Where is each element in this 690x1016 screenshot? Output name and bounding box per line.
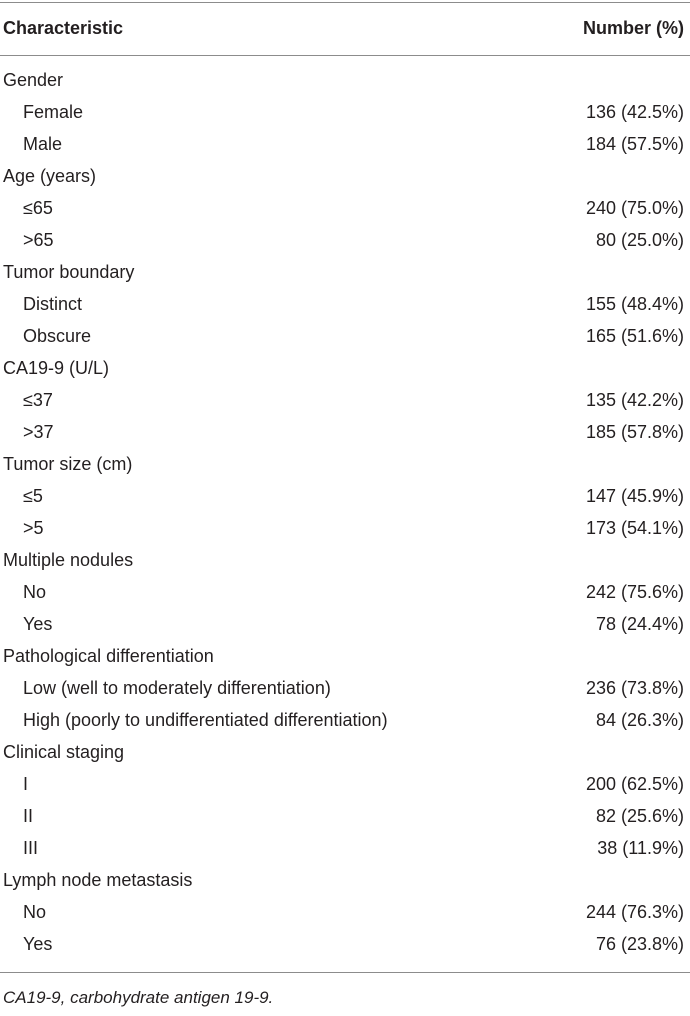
row-label: ≤65 [23, 198, 53, 218]
section-label: Lymph node metastasis [3, 870, 193, 890]
row-value: 185 (57.8%) [585, 422, 684, 442]
table-section-row [0, 864, 690, 896]
row-value: 244 (76.3%) [585, 902, 684, 922]
header-number-percent: Number (%) [582, 18, 684, 38]
row-value: 242 (75.6%) [585, 582, 684, 602]
section-label: CA19-9 (U/L) [3, 358, 110, 378]
row-value: 80 (25.0%) [595, 230, 684, 250]
row-value: 236 (73.8%) [585, 678, 684, 698]
row-label: Obscure [23, 326, 92, 346]
table-row [0, 480, 690, 512]
row-label: >5 [23, 518, 44, 538]
row-value: 240 (75.0%) [585, 198, 684, 218]
table-row [0, 512, 690, 544]
row-value: 136 (42.5%) [585, 102, 684, 122]
row-label: Yes [23, 934, 53, 954]
table-row [0, 608, 690, 640]
table-section-row [0, 64, 690, 96]
section-label: Tumor boundary [3, 262, 135, 282]
table-row [0, 384, 690, 416]
row-label: III [23, 838, 39, 858]
table-footnote: CA19-9, carbohydrate antigen 19-9. [3, 988, 274, 1007]
table-row [0, 416, 690, 448]
row-value: 200 (62.5%) [585, 774, 684, 794]
table-bottom-rule [0, 972, 690, 973]
table-row [0, 96, 690, 128]
header-characteristic: Characteristic [3, 18, 124, 38]
section-label: Gender [3, 70, 64, 90]
row-label: II [23, 806, 34, 826]
section-label: Clinical staging [3, 742, 125, 762]
table-section-row [0, 256, 690, 288]
row-label: ≤5 [23, 486, 43, 506]
row-value: 147 (45.9%) [585, 486, 684, 506]
row-label: Distinct [23, 294, 83, 314]
table-section-row [0, 640, 690, 672]
row-value: 135 (42.2%) [585, 390, 684, 410]
row-label: No [23, 582, 47, 602]
table-row [0, 896, 690, 928]
table-row [0, 832, 690, 864]
row-value: 76 (23.8%) [595, 934, 684, 954]
table-section-row [0, 544, 690, 576]
row-label: Female [23, 102, 84, 122]
row-label: No [23, 902, 47, 922]
table-row [0, 128, 690, 160]
row-label: ≤37 [23, 390, 53, 410]
table-section-row [0, 352, 690, 384]
row-label: Low (well to moderately differentiation) [23, 678, 331, 698]
section-label: Tumor size (cm) [3, 454, 133, 474]
table-row [0, 576, 690, 608]
row-value: 165 (51.6%) [585, 326, 684, 346]
table-section-row [0, 448, 690, 480]
section-label: Age (years) [3, 166, 97, 186]
table-body [0, 64, 690, 960]
section-label: Multiple nodules [3, 550, 134, 570]
row-label: Male [23, 134, 63, 154]
table-row [0, 768, 690, 800]
table-header-row [0, 2, 690, 55]
table-row [0, 928, 690, 960]
table-row [0, 704, 690, 736]
row-value: 184 (57.5%) [585, 134, 684, 154]
row-value: 84 (26.3%) [595, 710, 684, 730]
table-section-row [0, 160, 690, 192]
row-value: 38 (11.9%) [597, 838, 684, 858]
row-label: >65 [23, 230, 54, 250]
table-header-rule [0, 55, 690, 56]
table-section-row [0, 736, 690, 768]
row-value: 82 (25.6%) [595, 806, 684, 826]
row-label: Yes [23, 614, 53, 634]
table-row [0, 320, 690, 352]
section-label: Pathological differentiation [3, 646, 214, 666]
table-row [0, 288, 690, 320]
row-label: >37 [23, 422, 54, 442]
table-row [0, 800, 690, 832]
table-row [0, 224, 690, 256]
row-value: 78 (24.4%) [595, 614, 684, 634]
table-row [0, 192, 690, 224]
row-label: High (poorly to undifferentiated differentiation) [23, 710, 388, 730]
row-value: 155 (48.4%) [585, 294, 684, 314]
table-row [0, 672, 690, 704]
row-label: I [23, 774, 29, 794]
row-value: 173 (54.1%) [585, 518, 684, 538]
